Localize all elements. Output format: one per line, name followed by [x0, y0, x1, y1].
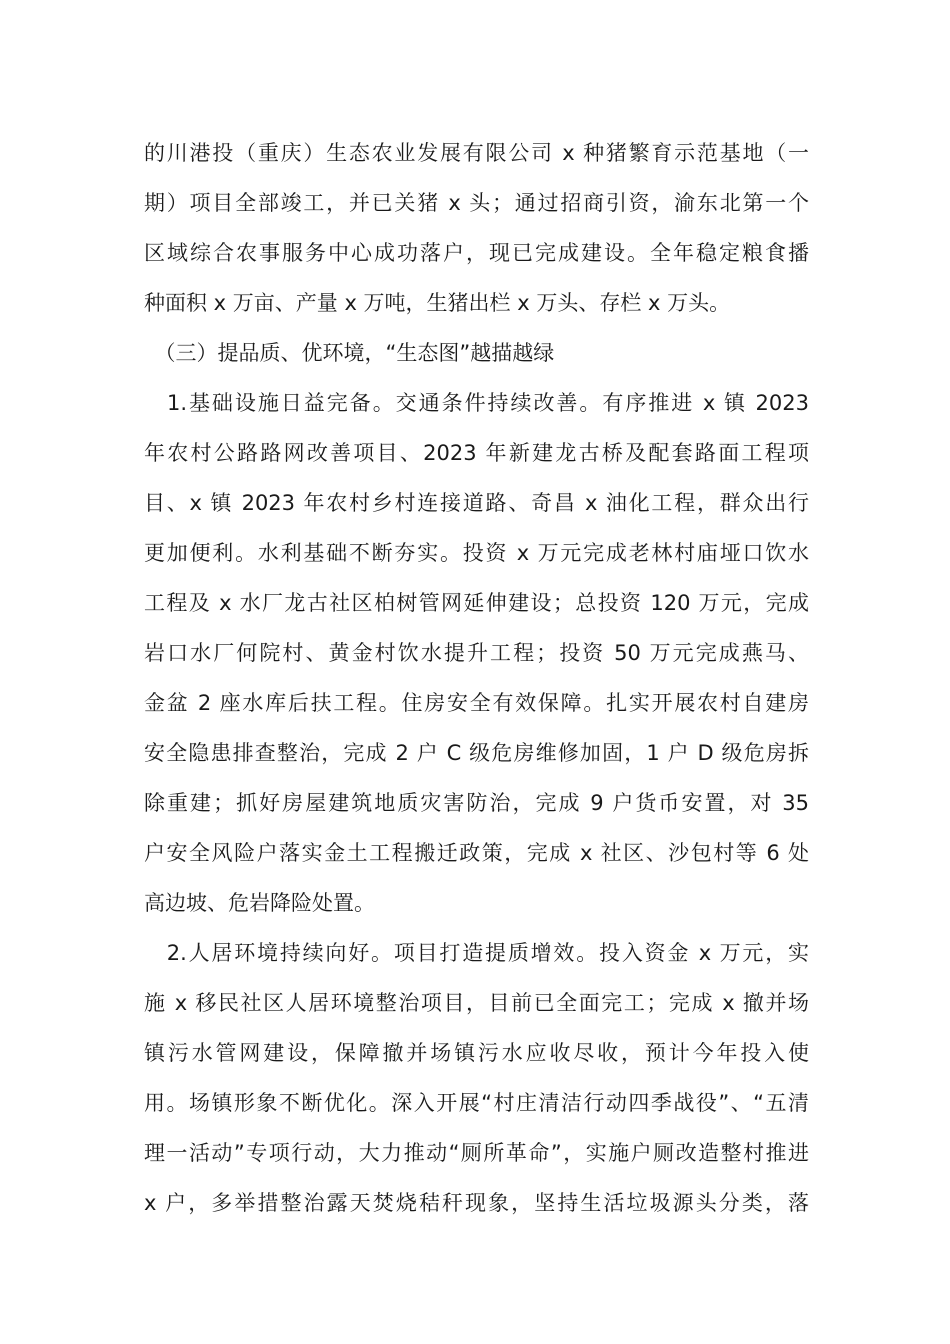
- text-line: 期）项目全部竣工，并已关猪 x 头；通过招商引资，渝东北第一个: [144, 191, 809, 215]
- text-line: 更加便利。水利基础不断夯实。投资 x 万元完成老林村庙垭口饮水: [144, 541, 809, 565]
- text-line: 的川港投（重庆）生态农业发展有限公司 x 种猪繁育示范基地（一: [144, 141, 809, 165]
- text-line: x 户，多举措整治露天焚烧秸秆现象，坚持生活垃圾源头分类，落: [144, 1191, 809, 1215]
- text-line: 施 x 移民社区人居环境整治项目，目前已全面完工；完成 x 撤并场: [144, 991, 809, 1015]
- text-line: 除重建；抓好房屋建筑地质灾害防治，完成 9 户货币安置，对 35: [144, 791, 809, 815]
- text-line: 目、x 镇 2023 年农村乡村连接道路、奇昌 x 油化工程，群众出行: [144, 491, 809, 515]
- text-line: 工程及 x 水厂龙古社区柏树管网延伸建设；总投资 120 万元，完成: [144, 591, 809, 615]
- text-line: 年农村公路路网改善项目、2023 年新建龙古桥及配套路面工程项: [144, 441, 809, 465]
- text-line: 高边坡、危岩降险处置。: [144, 891, 375, 915]
- section-heading: （三）提品质、优环境，“生态图”越描越绿: [144, 341, 555, 365]
- text-line: 户安全风险户落实金土工程搬迁政策，完成 x 社区、沙包村等 6 处: [144, 841, 809, 865]
- text-line: 区域综合农事服务中心成功落户，现已完成建设。全年稳定粮食播: [144, 241, 809, 265]
- text-line: 理一活动”专项行动，大力推动“厕所革命”，实施户厕改造整村推进: [144, 1141, 809, 1165]
- text-line: 1.基础设施日益完备。交通条件持续改善。有序推进 x 镇 2023: [144, 391, 809, 415]
- text-line: 2.人居环境持续向好。项目打造提质增效。投入资金 x 万元，实: [144, 941, 809, 965]
- document-body: [144, 128, 809, 1228]
- text-line: 种面积 x 万亩、产量 x 万吨，生猪出栏 x 万头、存栏 x 万头。: [144, 291, 731, 315]
- text-line: 金盆 2 座水库后扶工程。住房安全有效保障。扎实开展农村自建房: [144, 691, 809, 715]
- text-line: 安全隐患排查整治，完成 2 户 C 级危房维修加固，1 户 D 级危房拆: [144, 741, 809, 765]
- text-line: 岩口水厂何院村、黄金村饮水提升工程；投资 50 万元完成燕马、: [144, 641, 809, 665]
- text-line: 镇污水管网建设，保障撤并场镇污水应收尽收，预计今年投入使: [144, 1041, 809, 1065]
- text-line: 用。场镇形象不断优化。深入开展“村庄清洁行动四季战役”、“五清: [144, 1091, 809, 1115]
